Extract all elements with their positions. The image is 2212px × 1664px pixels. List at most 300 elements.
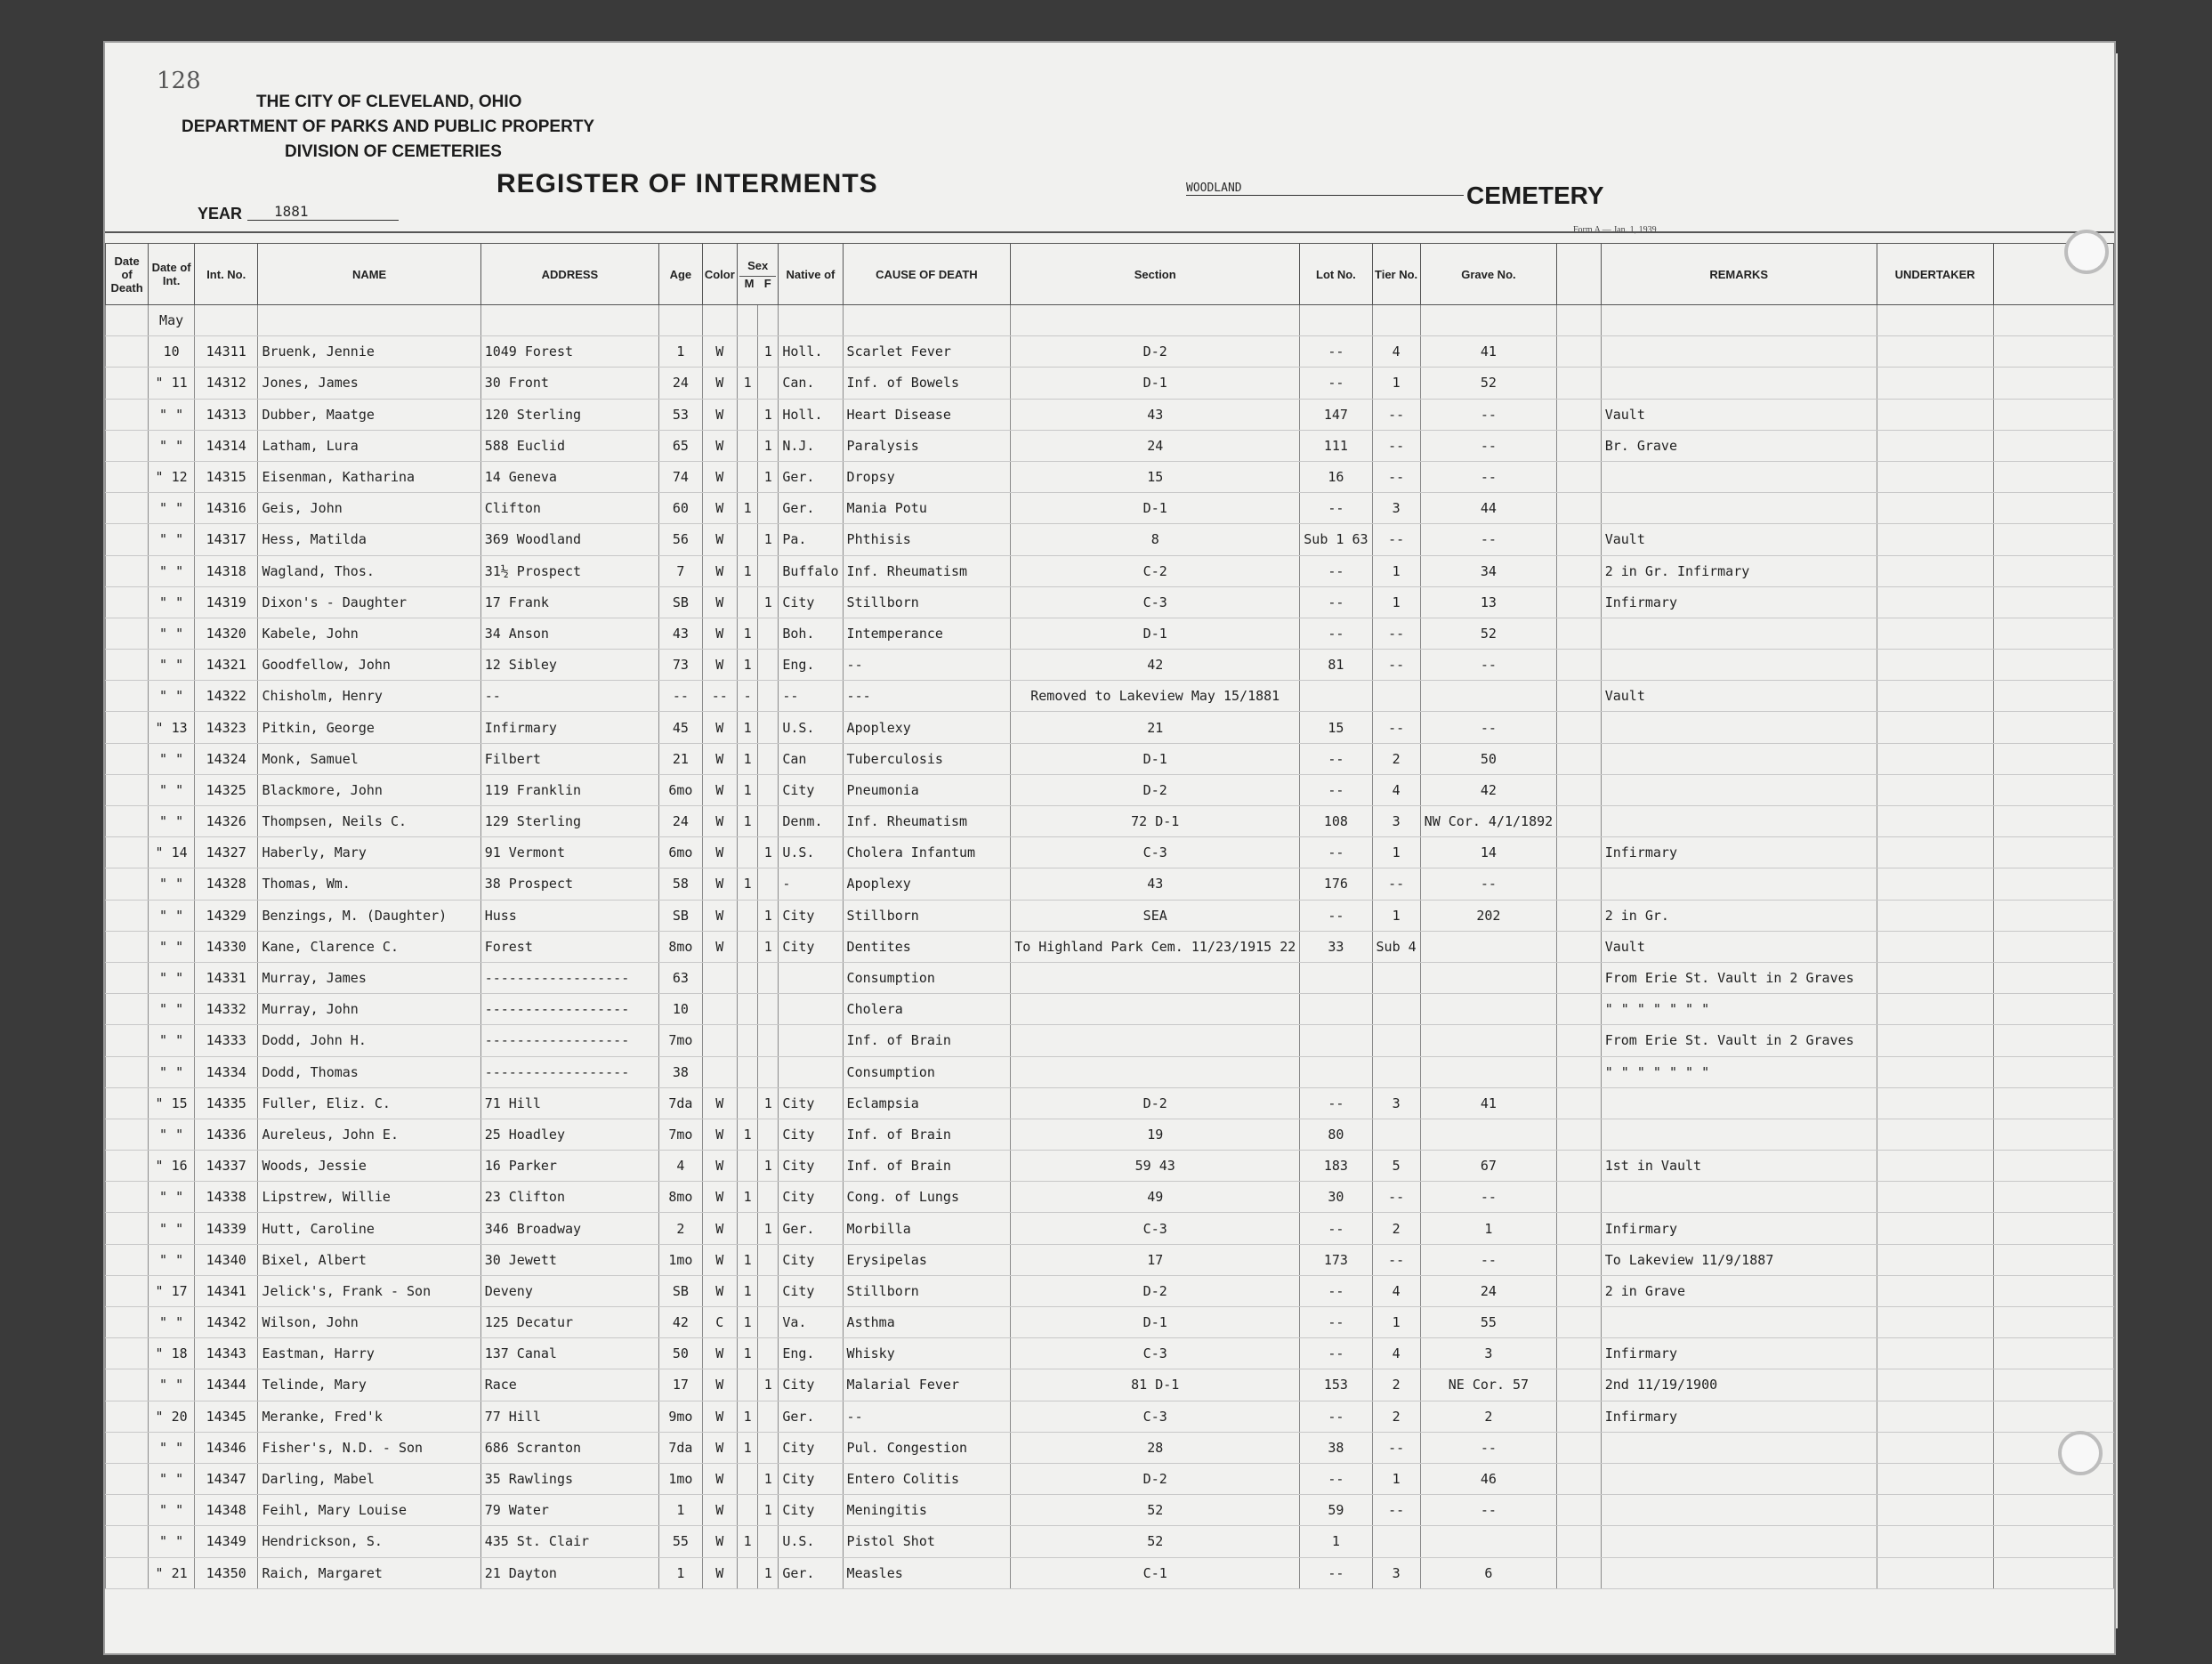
table-row bbox=[106, 900, 2114, 931]
cell-date-int: " " bbox=[149, 681, 195, 712]
cell-native: Eng. bbox=[779, 1338, 843, 1369]
cell-date-int: " " bbox=[149, 1495, 195, 1526]
cell-date-int: " 21 bbox=[149, 1557, 195, 1588]
cell-section: 52 bbox=[1011, 1526, 1300, 1557]
cell-lot bbox=[1300, 994, 1372, 1025]
col-f: F bbox=[763, 276, 771, 290]
cell-grave: 3 bbox=[1420, 1338, 1557, 1369]
cell-date-death bbox=[106, 1213, 149, 1244]
cell-native bbox=[779, 1056, 843, 1087]
binder-ring-bottom bbox=[2058, 1431, 2103, 1475]
cell-female: 1 bbox=[758, 1463, 779, 1494]
table-row bbox=[106, 1056, 2114, 1087]
cell-cause: -- bbox=[843, 1401, 1011, 1432]
cell-age: 7da bbox=[659, 1432, 702, 1463]
cell-blank bbox=[1557, 618, 1602, 649]
cell-remarks bbox=[1601, 806, 1877, 837]
cell-tier: -- bbox=[1372, 618, 1420, 649]
cell-address: 17 Frank bbox=[480, 586, 659, 618]
header-rule bbox=[105, 231, 2114, 233]
cell-int-no: 14337 bbox=[194, 1151, 258, 1182]
cell-female bbox=[758, 650, 779, 681]
cell-undertaker bbox=[1877, 743, 1993, 774]
cell-remarks bbox=[1601, 650, 1877, 681]
cell-native: City bbox=[779, 1495, 843, 1526]
cell-lot: 153 bbox=[1300, 1369, 1372, 1401]
cell-extra bbox=[1993, 712, 2113, 743]
cell-cause: Cong. of Lungs bbox=[843, 1182, 1011, 1213]
cell-extra bbox=[1993, 524, 2113, 555]
cell-blank bbox=[1557, 1338, 1602, 1369]
cell-grave: 6 bbox=[1420, 1557, 1557, 1588]
cell-int-no: 14332 bbox=[194, 994, 258, 1025]
cell-tier bbox=[1372, 962, 1420, 993]
col-grave: Grave No. bbox=[1420, 244, 1557, 305]
cell-int-no: 14349 bbox=[194, 1526, 258, 1557]
cell-cause: Mania Potu bbox=[843, 493, 1011, 524]
cell-cause: Cholera Infantum bbox=[843, 837, 1011, 868]
cell-blank bbox=[1557, 868, 1602, 900]
cell-address: 119 Franklin bbox=[480, 774, 659, 805]
cell-cause: Inf. Rheumatism bbox=[843, 806, 1011, 837]
cell-lot: 81 bbox=[1300, 650, 1372, 681]
table-row bbox=[106, 962, 2114, 993]
cell-address: 71 Hill bbox=[480, 1087, 659, 1119]
cell-tier: -- bbox=[1372, 1495, 1420, 1526]
cell-male: 1 bbox=[738, 1119, 758, 1150]
cell-undertaker bbox=[1877, 1307, 1993, 1338]
cell-lot bbox=[1300, 1025, 1372, 1056]
cell-color: W bbox=[702, 555, 737, 586]
cell-native: Boh. bbox=[779, 618, 843, 649]
cell-address: Clifton bbox=[480, 493, 659, 524]
cell-lot: -- bbox=[1300, 336, 1372, 368]
cell-name: Dubber, Maatge bbox=[258, 399, 480, 430]
cell-age: 7mo bbox=[659, 1025, 702, 1056]
table-row bbox=[106, 1307, 2114, 1338]
cell-female bbox=[758, 493, 779, 524]
cell-date-int: " " bbox=[149, 806, 195, 837]
cell-female: 1 bbox=[758, 524, 779, 555]
cell-cause: Scarlet Fever bbox=[843, 336, 1011, 368]
cell-color: W bbox=[702, 837, 737, 868]
cell-extra bbox=[1993, 1119, 2113, 1150]
cell-date-int: " 14 bbox=[149, 837, 195, 868]
cell-date-death bbox=[106, 1526, 149, 1557]
cell-age: 43 bbox=[659, 618, 702, 649]
cell-remarks: 2 in Gr. bbox=[1601, 900, 1877, 931]
cell-female bbox=[758, 774, 779, 805]
cell-extra bbox=[1993, 493, 2113, 524]
cell-color: W bbox=[702, 1526, 737, 1557]
cell-section: D-1 bbox=[1011, 493, 1300, 524]
cell-male: 1 bbox=[738, 1432, 758, 1463]
cell-blank bbox=[1557, 1432, 1602, 1463]
cell-name bbox=[258, 305, 480, 336]
table-row bbox=[106, 806, 2114, 837]
cell-tier bbox=[1372, 1526, 1420, 1557]
cell-grave: 24 bbox=[1420, 1275, 1557, 1306]
cell-blank bbox=[1557, 555, 1602, 586]
cell-cause: --- bbox=[843, 681, 1011, 712]
cell-tier: 1 bbox=[1372, 1463, 1420, 1494]
cell-cause: Consumption bbox=[843, 1056, 1011, 1087]
cell-remarks bbox=[1601, 1087, 1877, 1119]
cell-lot: -- bbox=[1300, 1307, 1372, 1338]
cell-address: 30 Jewett bbox=[480, 1244, 659, 1275]
cell-name: Jelick's, Frank - Son bbox=[258, 1275, 480, 1306]
cell-section: C-3 bbox=[1011, 1338, 1300, 1369]
cell-cause: Whisky bbox=[843, 1338, 1011, 1369]
cell-section: 8 bbox=[1011, 524, 1300, 555]
cell-grave: 42 bbox=[1420, 774, 1557, 805]
cell-remarks: Vault bbox=[1601, 931, 1877, 962]
cell-address: Filbert bbox=[480, 743, 659, 774]
cell-name: Pitkin, George bbox=[258, 712, 480, 743]
cell-address: Huss bbox=[480, 900, 659, 931]
cell-native: City bbox=[779, 1182, 843, 1213]
cell-male: 1 bbox=[738, 806, 758, 837]
cell-blank bbox=[1557, 806, 1602, 837]
cell-age: 4 bbox=[659, 1151, 702, 1182]
cell-blank bbox=[1557, 524, 1602, 555]
cell-address: 14 Geneva bbox=[480, 461, 659, 492]
cell-extra bbox=[1993, 650, 2113, 681]
table-row bbox=[106, 650, 2114, 681]
cell-int-no: 14342 bbox=[194, 1307, 258, 1338]
cell-date-death bbox=[106, 962, 149, 993]
cell-female bbox=[758, 994, 779, 1025]
cell-address: 91 Vermont bbox=[480, 837, 659, 868]
cell-address: 77 Hill bbox=[480, 1401, 659, 1432]
cell-name: Jones, James bbox=[258, 368, 480, 399]
cell-date-int: " " bbox=[149, 931, 195, 962]
cell-age: 53 bbox=[659, 399, 702, 430]
cell-section: D-1 bbox=[1011, 618, 1300, 649]
cell-int-no: 14315 bbox=[194, 461, 258, 492]
cell-grave: 44 bbox=[1420, 493, 1557, 524]
cell-section: D-2 bbox=[1011, 1275, 1300, 1306]
cell-female bbox=[758, 1432, 779, 1463]
cell-color: W bbox=[702, 1495, 737, 1526]
cell-grave: 67 bbox=[1420, 1151, 1557, 1182]
cell-color: W bbox=[702, 1151, 737, 1182]
cell-undertaker bbox=[1877, 712, 1993, 743]
cell-extra bbox=[1993, 336, 2113, 368]
register-page bbox=[105, 43, 2114, 1653]
cell-lot: 38 bbox=[1300, 1432, 1372, 1463]
cell-date-int: " " bbox=[149, 900, 195, 931]
cell-date-int: " " bbox=[149, 1119, 195, 1150]
cell-address: 125 Decatur bbox=[480, 1307, 659, 1338]
cell-section: SEA bbox=[1011, 900, 1300, 931]
cell-female bbox=[758, 1182, 779, 1213]
cell-remarks: Br. Grave bbox=[1601, 430, 1877, 461]
cell-extra bbox=[1993, 586, 2113, 618]
table-row bbox=[106, 1025, 2114, 1056]
cell-age: 7mo bbox=[659, 1119, 702, 1150]
cell-age: 24 bbox=[659, 368, 702, 399]
cell-remarks: From Erie St. Vault in 2 Graves bbox=[1601, 1025, 1877, 1056]
cell-female bbox=[758, 618, 779, 649]
cell-cause: Pul. Congestion bbox=[843, 1432, 1011, 1463]
cell-int-no bbox=[194, 305, 258, 336]
col-m: M bbox=[744, 276, 755, 290]
cell-native: Ger. bbox=[779, 1401, 843, 1432]
cell-extra bbox=[1993, 368, 2113, 399]
cell-remarks: Vault bbox=[1601, 399, 1877, 430]
cell-cause: Stillborn bbox=[843, 900, 1011, 931]
cell-address: ------------------ bbox=[480, 1025, 659, 1056]
cell-date-int: " " bbox=[149, 962, 195, 993]
cell-male bbox=[738, 1369, 758, 1401]
cell-date-int: " " bbox=[149, 994, 195, 1025]
cell-cause: Inf. Rheumatism bbox=[843, 555, 1011, 586]
cell-male bbox=[738, 1213, 758, 1244]
cell-int-no: 14321 bbox=[194, 650, 258, 681]
cell-native: City bbox=[779, 1432, 843, 1463]
cell-name: Latham, Lura bbox=[258, 430, 480, 461]
cell-tier: 2 bbox=[1372, 743, 1420, 774]
cell-tier: -- bbox=[1372, 1182, 1420, 1213]
table-row bbox=[106, 1557, 2114, 1588]
cell-color: W bbox=[702, 586, 737, 618]
cell-remarks: " " " " " " " bbox=[1601, 994, 1877, 1025]
cell-date-death bbox=[106, 586, 149, 618]
cell-tier bbox=[1372, 1056, 1420, 1087]
cell-native: N.J. bbox=[779, 430, 843, 461]
cell-name: Chisholm, Henry bbox=[258, 681, 480, 712]
cell-section: D-2 bbox=[1011, 1463, 1300, 1494]
cell-native: Can. bbox=[779, 368, 843, 399]
cell-cause: Malarial Fever bbox=[843, 1369, 1011, 1401]
cell-address: 38 Prospect bbox=[480, 868, 659, 900]
cell-tier: 3 bbox=[1372, 1557, 1420, 1588]
cell-section: 15 bbox=[1011, 461, 1300, 492]
cell-remarks: 2 in Gr. Infirmary bbox=[1601, 555, 1877, 586]
cell-int-no: 14331 bbox=[194, 962, 258, 993]
cell-extra bbox=[1993, 1526, 2113, 1557]
cell-female bbox=[758, 1338, 779, 1369]
cell-date-int: " " bbox=[149, 1244, 195, 1275]
table-row bbox=[106, 368, 2114, 399]
cell-tier bbox=[1372, 1025, 1420, 1056]
cell-remarks bbox=[1601, 1432, 1877, 1463]
cell-color: W bbox=[702, 1244, 737, 1275]
col-section: Section bbox=[1011, 244, 1300, 305]
cell-age: 55 bbox=[659, 1526, 702, 1557]
cell-color: W bbox=[702, 461, 737, 492]
cell-date-death bbox=[106, 1244, 149, 1275]
cell-female bbox=[758, 1401, 779, 1432]
table-row bbox=[106, 774, 2114, 805]
col-date-of-death: Date of Death bbox=[106, 244, 149, 305]
cell-remarks: Infirmary bbox=[1601, 1401, 1877, 1432]
cell-female bbox=[758, 868, 779, 900]
cell-female: 1 bbox=[758, 931, 779, 962]
cell-undertaker bbox=[1877, 305, 1993, 336]
cell-address: 588 Euclid bbox=[480, 430, 659, 461]
cell-age: 8mo bbox=[659, 1182, 702, 1213]
table-row bbox=[106, 1463, 2114, 1494]
cell-grave bbox=[1420, 962, 1557, 993]
cell-color: W bbox=[702, 493, 737, 524]
table-row bbox=[106, 681, 2114, 712]
cell-remarks: 1st in Vault bbox=[1601, 1151, 1877, 1182]
cell-date-death bbox=[106, 1463, 149, 1494]
cell-tier: 5 bbox=[1372, 1151, 1420, 1182]
cell-tier: 4 bbox=[1372, 1275, 1420, 1306]
cell-tier: 4 bbox=[1372, 774, 1420, 805]
cell-int-no: 14326 bbox=[194, 806, 258, 837]
cell-name: Feihl, Mary Louise bbox=[258, 1495, 480, 1526]
cell-remarks bbox=[1601, 1495, 1877, 1526]
cell-date-int: " " bbox=[149, 774, 195, 805]
table-row bbox=[106, 461, 2114, 492]
cell-age: 50 bbox=[659, 1338, 702, 1369]
cell-lot: 111 bbox=[1300, 430, 1372, 461]
cell-color: -- bbox=[702, 681, 737, 712]
cell-undertaker bbox=[1877, 1213, 1993, 1244]
cell-date-int: " " bbox=[149, 524, 195, 555]
cell-age: 24 bbox=[659, 806, 702, 837]
cell-tier: 4 bbox=[1372, 1338, 1420, 1369]
cell-date-int: " 12 bbox=[149, 461, 195, 492]
cell-tier: 1 bbox=[1372, 1307, 1420, 1338]
cell-age: 60 bbox=[659, 493, 702, 524]
cell-color: W bbox=[702, 650, 737, 681]
cell-undertaker bbox=[1877, 1025, 1993, 1056]
cell-address: 34 Anson bbox=[480, 618, 659, 649]
cell-female: 1 bbox=[758, 336, 779, 368]
cell-address: 1049 Forest bbox=[480, 336, 659, 368]
cell-undertaker bbox=[1877, 1338, 1993, 1369]
cell-cause: Dropsy bbox=[843, 461, 1011, 492]
cell-remarks bbox=[1601, 618, 1877, 649]
cell-date-death bbox=[106, 461, 149, 492]
cell-female bbox=[758, 1056, 779, 1087]
cell-undertaker bbox=[1877, 1401, 1993, 1432]
cell-undertaker bbox=[1877, 493, 1993, 524]
cell-blank bbox=[1557, 1025, 1602, 1056]
cell-address: 21 Dayton bbox=[480, 1557, 659, 1588]
cell-name: Woods, Jessie bbox=[258, 1151, 480, 1182]
cell-blank bbox=[1557, 1087, 1602, 1119]
cell-male bbox=[738, 962, 758, 993]
cell-tier: 4 bbox=[1372, 336, 1420, 368]
cell-color: W bbox=[702, 1087, 737, 1119]
cell-name: Telinde, Mary bbox=[258, 1369, 480, 1401]
cell-extra bbox=[1993, 837, 2113, 868]
cell-native: U.S. bbox=[779, 837, 843, 868]
cell-name: Bruenk, Jennie bbox=[258, 336, 480, 368]
cell-date-death bbox=[106, 774, 149, 805]
cell-lot bbox=[1300, 681, 1372, 712]
cell-undertaker bbox=[1877, 1495, 1993, 1526]
cell-native: Eng. bbox=[779, 650, 843, 681]
cell-undertaker bbox=[1877, 900, 1993, 931]
cell-extra bbox=[1993, 1213, 2113, 1244]
cell-cause: Pneumonia bbox=[843, 774, 1011, 805]
cell-section: 43 bbox=[1011, 399, 1300, 430]
cell-undertaker bbox=[1877, 461, 1993, 492]
cell-female: 1 bbox=[758, 900, 779, 931]
cell-blank bbox=[1557, 681, 1602, 712]
cell-extra bbox=[1993, 1244, 2113, 1275]
table-row bbox=[106, 336, 2114, 368]
cell-tier: 1 bbox=[1372, 900, 1420, 931]
cell-age: 6mo bbox=[659, 837, 702, 868]
cell-male bbox=[738, 1495, 758, 1526]
cell-cause: Cholera bbox=[843, 994, 1011, 1025]
cell-native: Pa. bbox=[779, 524, 843, 555]
cell-date-int: " 20 bbox=[149, 1401, 195, 1432]
cell-remarks bbox=[1601, 1307, 1877, 1338]
binder-ring-top bbox=[2064, 230, 2109, 274]
cell-male: - bbox=[738, 681, 758, 712]
cell-extra bbox=[1993, 900, 2113, 931]
cell-remarks bbox=[1601, 1463, 1877, 1494]
cell-blank bbox=[1557, 305, 1602, 336]
cell-cause: Apoplexy bbox=[843, 712, 1011, 743]
cell-age: 74 bbox=[659, 461, 702, 492]
cell-male: 1 bbox=[738, 774, 758, 805]
cell-date-death bbox=[106, 555, 149, 586]
cell-undertaker bbox=[1877, 650, 1993, 681]
cell-native: City bbox=[779, 900, 843, 931]
cell-age: 21 bbox=[659, 743, 702, 774]
cell-age: 56 bbox=[659, 524, 702, 555]
cell-color: W bbox=[702, 1275, 737, 1306]
col-date-of-int: Date of Int. bbox=[149, 244, 195, 305]
cell-section bbox=[1011, 1056, 1300, 1087]
col-age: Age bbox=[659, 244, 702, 305]
cell-date-death bbox=[106, 1557, 149, 1588]
cell-female bbox=[758, 1307, 779, 1338]
cell-cause bbox=[843, 305, 1011, 336]
cell-undertaker bbox=[1877, 1182, 1993, 1213]
cell-male bbox=[738, 1056, 758, 1087]
cell-blank bbox=[1557, 1151, 1602, 1182]
table-row bbox=[106, 1495, 2114, 1526]
cell-blank bbox=[1557, 1401, 1602, 1432]
cell-name: Blackmore, John bbox=[258, 774, 480, 805]
cell-cause: Consumption bbox=[843, 962, 1011, 993]
cell-female bbox=[758, 806, 779, 837]
cell-undertaker bbox=[1877, 524, 1993, 555]
table-row bbox=[106, 493, 2114, 524]
cell-undertaker bbox=[1877, 399, 1993, 430]
table-row bbox=[106, 1151, 2114, 1182]
cell-date-int: " 11 bbox=[149, 368, 195, 399]
cell-section: To Highland Park Cem. 11/23/1915 22 bbox=[1011, 931, 1300, 962]
cell-tier: -- bbox=[1372, 1432, 1420, 1463]
cell-remarks bbox=[1601, 1526, 1877, 1557]
cell-extra bbox=[1993, 931, 2113, 962]
cell-female bbox=[758, 1119, 779, 1150]
cell-blank bbox=[1557, 1056, 1602, 1087]
cell-int-no: 14314 bbox=[194, 430, 258, 461]
cell-address: Deveny bbox=[480, 1275, 659, 1306]
cell-extra bbox=[1993, 1369, 2113, 1401]
cell-date-int: " " bbox=[149, 1369, 195, 1401]
cell-remarks: Infirmary bbox=[1601, 837, 1877, 868]
cell-lot: 176 bbox=[1300, 868, 1372, 900]
cell-color: W bbox=[702, 430, 737, 461]
cell-grave: -- bbox=[1420, 524, 1557, 555]
cell-cause: Measles bbox=[843, 1557, 1011, 1588]
cell-lot: -- bbox=[1300, 586, 1372, 618]
